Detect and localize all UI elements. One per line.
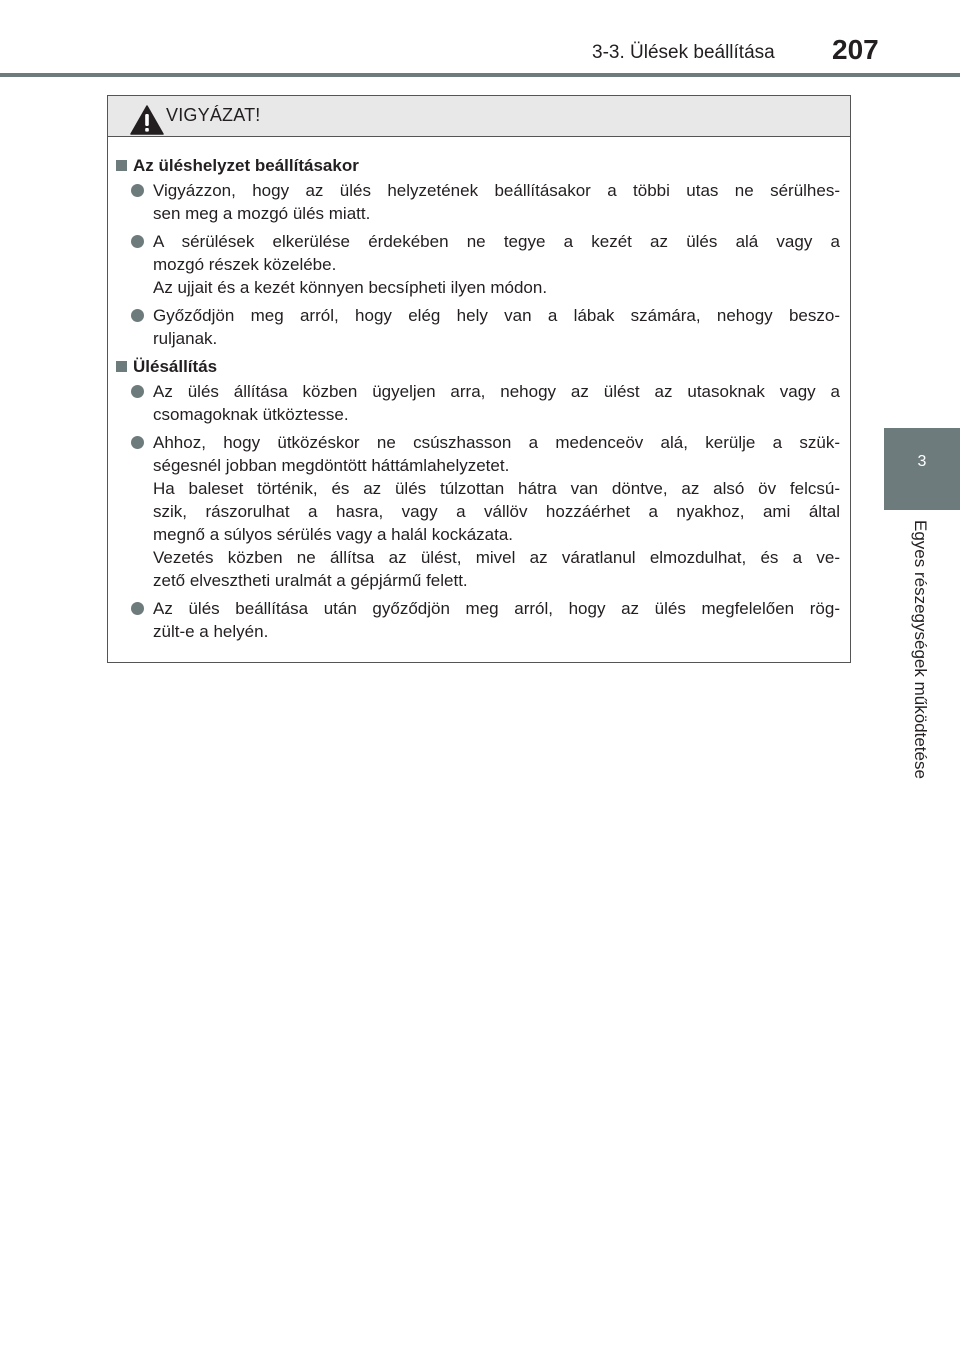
bullet-line: mozgó részek közelébe. [153,255,337,274]
caution-label: VIGYÁZAT! [166,105,261,125]
bullet-line: zült-e a helyén. [153,622,269,641]
round-bullet-icon [131,184,144,197]
bullet-line: A sérülések elkerülése érdekében ne tegye a kezét az ülés alá vagy a [153,232,840,251]
caution-body [108,137,850,643]
bullet-line: megnő a súlyos sérülés vagy a halál kockázata. [153,525,514,544]
round-bullet-icon [131,235,144,248]
bullet-line: Az ülés beállítása után győződjön meg arról, hogy az ülés megfelelően rög- [153,599,840,618]
warning-triangle-icon [130,105,164,135]
bullet-item [116,304,840,350]
header-rule [0,73,960,77]
page-number: 207 [832,34,879,65]
chapter-label: Egyes részegységek működtetése [911,520,930,779]
bullet-item [116,380,840,426]
chapter-number: 3 [917,453,927,470]
bullet-line: csomagoknak ütköztesse. [153,405,349,424]
bullet-item [116,230,840,299]
bullet-line: Vigyázzon, hogy az ülés helyzetének beállításakor a többi utas ne sérülhes- [153,181,840,200]
square-bullet-icon [116,160,127,171]
caution-box [107,95,851,663]
bullet-line: szik, rászorulhat a hasra, vagy a vállöv hozzáérhet a nyakhoz, ami által [153,502,840,521]
round-bullet-icon [131,385,144,398]
bullet-line: ruljanak. [153,329,218,348]
square-bullet-icon [116,361,127,372]
bullet-item [116,179,840,225]
round-bullet-icon [131,436,144,449]
caution-header [108,96,850,137]
bullet-line: Győződjön meg arról, hogy elég hely van a lábak számára, nehogy beszo- [153,306,840,325]
bullet-line: Vezetés közben ne állítsa az ülést, mivel az váratlanul elmozdulhat, és a ve- [153,548,840,567]
section-title-text: Az üléshelyzet beállításakor [133,156,359,175]
round-bullet-icon [131,309,144,322]
bullet-item [116,597,840,643]
bullet-line: Ha baleset történik, és az ülés túlzottan hátra van döntve, az alsó öv felcsú- [153,479,840,498]
bullet-item [116,431,840,592]
section-title-text: Ülésállítás [133,357,218,376]
running-header: 3-3. Ülések beállítása [592,42,775,63]
chapter-tab [884,428,960,510]
bullet-line: zető elvesztheti uralmát a gépjármű felett. [153,571,468,590]
bullet-line: sen meg a mozgó ülés miatt. [153,204,371,223]
round-bullet-icon [131,602,144,615]
bullet-line: Az ujjait és a kezét könnyen becsípheti ilyen módon. [153,278,548,297]
bullet-line: Ahhoz, hogy ütközéskor ne csúszhasson a medenceöv alá, kerülje a szük- [153,433,840,452]
section-title [116,355,840,378]
bullet-line: Az ülés állítása közben ügyeljen arra, nehogy az ülést az utasoknak vagy a [153,382,840,401]
bullet-line: ségesnél jobban megdöntött háttámlahelyzetet. [153,456,510,475]
section-title [116,154,840,177]
